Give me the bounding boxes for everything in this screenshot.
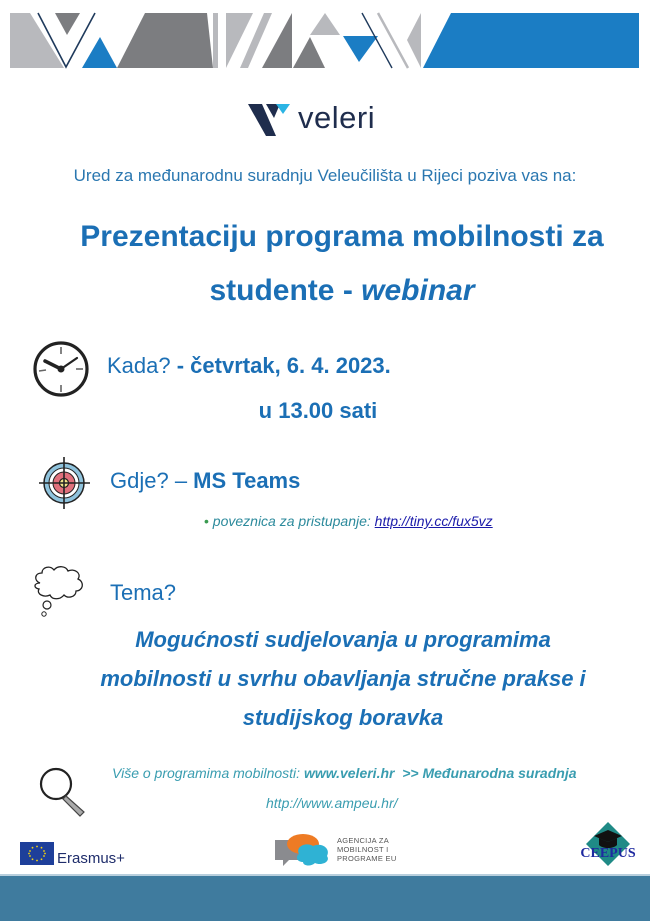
join-link-label: poveznica za pristupanje: xyxy=(208,513,375,529)
topic-line: mobilnosti u svrhu obavljanja stručne prakse i xyxy=(100,666,586,691)
thought-bubble-icon xyxy=(30,563,88,619)
logo-text: veleri xyxy=(298,100,376,135)
veleri-v-icon xyxy=(248,102,292,138)
when-date: - četvrtak, 6. 4. 2023. xyxy=(170,353,391,378)
join-link[interactable]: http://tiny.cc/fux5vz xyxy=(374,513,493,529)
more-info xyxy=(112,765,577,781)
title-webinar: webinar xyxy=(361,274,475,307)
intro-text: Ured za međunarodnu suradnju Veleučilišta u Rijeci poziva vas na: xyxy=(73,166,577,185)
ampeu-link[interactable]: http://www.ampeu.hr/ xyxy=(266,795,398,811)
agency-logo-icon xyxy=(273,832,335,870)
topic-line: studijskog boravka xyxy=(242,705,444,730)
title-line-2: studente - webinar xyxy=(209,274,475,307)
topic-line: Mogućnosti sudjelovanja u programima xyxy=(135,627,551,652)
erasmus-logo-text: Erasmus+ xyxy=(57,850,125,867)
veleri-site-link[interactable]: www.veleri.hr xyxy=(303,765,395,781)
header-banner xyxy=(0,0,650,80)
agency-logo-text: AGENCIJA ZA MOBILNOST I PROGRAME EU xyxy=(337,836,397,863)
title-line-1: Prezentaciju programa mobilnosti za xyxy=(80,220,604,253)
magnifier-icon xyxy=(34,764,92,820)
ceepus-logo xyxy=(578,822,638,872)
footer-bar xyxy=(0,874,650,921)
page-title xyxy=(0,210,650,318)
where-row xyxy=(110,468,300,494)
more-prefix: Više o programima mobilnosti: xyxy=(112,765,304,781)
where-value: MS Teams xyxy=(193,468,301,493)
international-path: >> Međunarodna suradnja xyxy=(394,765,577,781)
topic-text xyxy=(0,620,650,737)
ceepus-text: CEEPUS xyxy=(580,846,636,861)
topic-label: Tema? xyxy=(110,580,177,605)
when-time: u 13.00 sati xyxy=(258,398,378,423)
target-icon xyxy=(36,455,92,511)
veleri-logo xyxy=(248,98,388,138)
join-link-line xyxy=(204,513,493,529)
when-label: Kada? xyxy=(107,353,171,378)
clock-icon xyxy=(31,339,91,399)
eu-flag-icon xyxy=(20,842,54,865)
where-label: Gdje? – xyxy=(110,468,194,493)
bullet: • xyxy=(204,513,209,529)
when-row xyxy=(107,353,391,379)
